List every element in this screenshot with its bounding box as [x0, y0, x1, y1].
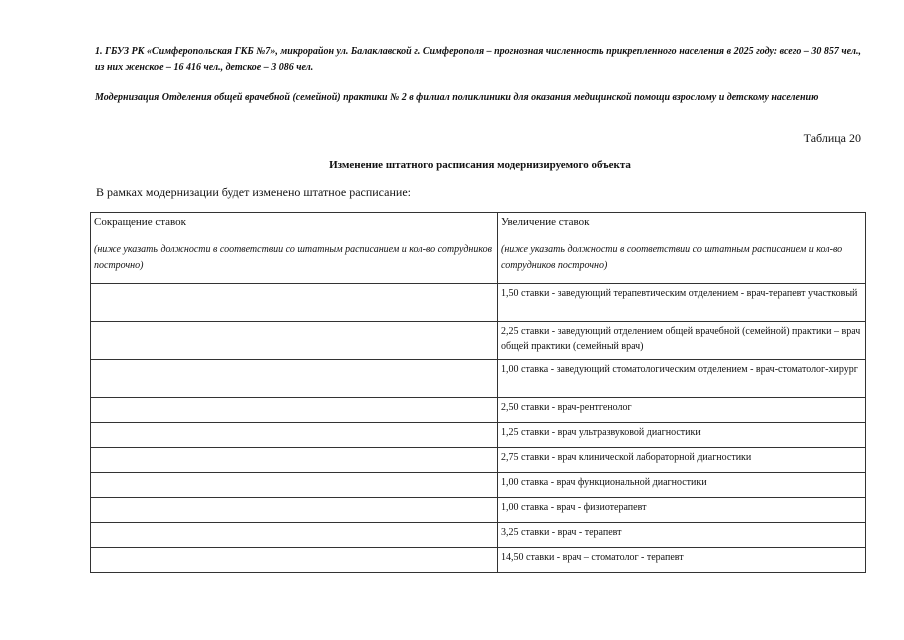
header-increase-title: Увеличение ставок: [501, 216, 590, 228]
increase-cell: 1,00 ставка - врач функциональной диагностики: [498, 473, 866, 498]
table-title: Изменение штатного расписания модернизируемого объекта: [329, 159, 631, 171]
reduction-cell: [91, 523, 498, 548]
increase-cell: 2,50 ставки - врач-рентгенолог: [498, 398, 866, 423]
increase-cell: 1,25 ставки - врач ультразвуковой диагностики: [498, 423, 866, 448]
increase-cell: 1,50 ставки - заведующий терапевтическим отделением - врач-терапевт участковый: [498, 284, 866, 322]
table-row: [91, 473, 866, 498]
reduction-cell: [91, 360, 498, 398]
increase-cell: 1,00 ставка - заведующий стоматологическим отделением - врач-стоматолог-хирург: [498, 360, 866, 398]
table-row: [91, 423, 866, 448]
increase-cell: 3,25 ставки - врач - терапевт: [498, 523, 866, 548]
reduction-cell: [91, 498, 498, 523]
increase-cell: 2,75 ставки - врач клинической лабораторной диагностики: [498, 448, 866, 473]
header-reduction-title: Сокращение ставок: [94, 216, 186, 228]
table-row: [91, 322, 866, 360]
table-row: [91, 284, 866, 322]
header-reduction-note: (ниже указать должности в соответствии со штатным расписанием и кол-во сотрудников построчно): [94, 244, 493, 271]
table-row: [91, 523, 866, 548]
modernization-paragraph: Модернизация Отделения общей врачебной (семейной) практики № 2 в филиал поликлиники для оказания медицинской помощи взрослому и детскому населению: [95, 92, 819, 103]
table-row: [91, 548, 866, 573]
staffing-table: [90, 212, 866, 573]
reduction-cell: [91, 473, 498, 498]
table-caption: Таблица 20: [803, 131, 861, 145]
header-cell-increase: [498, 213, 866, 284]
reduction-cell: [91, 398, 498, 423]
header-increase-note: (ниже указать должности в соответствии со штатным расписанием и кол-во сотрудников построчно): [501, 244, 843, 271]
reduction-cell: [91, 448, 498, 473]
table-row: [91, 360, 866, 398]
reduction-cell: [91, 423, 498, 448]
table-row: [91, 498, 866, 523]
table-row: [91, 448, 866, 473]
reduction-cell: [91, 322, 498, 360]
increase-cell: 14,50 ставки - врач – стоматолог - терапевт: [498, 548, 866, 573]
increase-cell: 1,00 ставка - врач - физиотерапевт: [498, 498, 866, 523]
reduction-cell: [91, 548, 498, 573]
intro-text: В рамках модернизации будет изменено штатное расписание:: [96, 185, 411, 199]
increase-cell: 2,25 ставки - заведующий отделением общей врачебной (семейной) практики – врач общей практики (семейный врач): [498, 322, 866, 360]
table-header-row: [91, 213, 866, 284]
organization-paragraph: 1. ГБУЗ РК «Симферопольская ГКБ №7», микрорайон ул. Балаклавской г. Симферополя – прогнозная численность прикрепленного населения в 2025 году: всего – 30 857 чел., из них женское – 16 416 чел., детское – 3 086 чел.: [95, 46, 861, 73]
reduction-cell: [91, 284, 498, 322]
header-cell-reduction: [91, 213, 498, 284]
table-row: [91, 398, 866, 423]
